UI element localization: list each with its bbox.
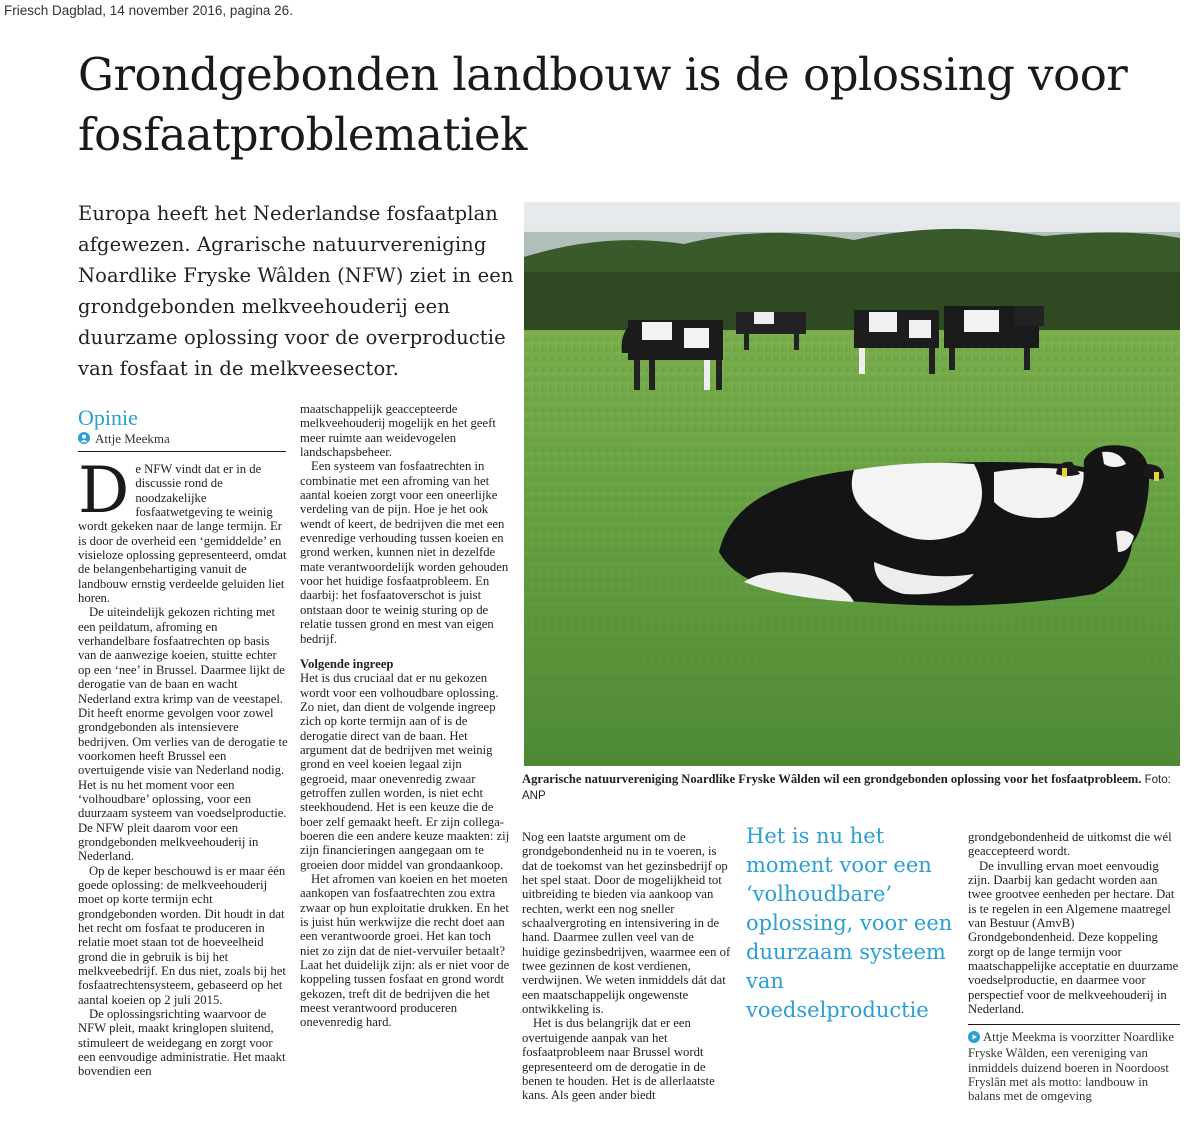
play-icon [968, 1031, 980, 1046]
caption-credit: Foto: ANP [522, 774, 1171, 802]
body-paragraph: maatschappelijk geaccepteerde melkveehouderij mogelijk en het geeft meer ruimte aan weidevogelen landschapsbeheer. [300, 402, 496, 460]
body-paragraph: Nog een laatste argument om de grondgebondenheid nu in te voeren, is dat de toekomst van het gezinsbedrijf op het spel staat. Door de mogelijkheid tot uitbreiding te bieden via aankoop van rechten, werkt een nog sneller schaalvergroting en intensivering in de hand. Daarmee zullen veel van de huidige gezinsbedrijven, waarmee een of twee gezinnen de kost verdienen, verdwijnen. We weten inmiddels dát dat een maatschappelijk ongewenste ontwikkeling is. [522, 830, 731, 1017]
column-4 [968, 830, 1180, 1016]
author-name: Attje Meekma [95, 431, 170, 446]
subhead: Volgende ingreep [300, 656, 394, 671]
body-paragraph: grondgebondenheid de uitkomst die wél geaccepteerd wordt. [968, 830, 1172, 859]
caption-text: Agrarische natuurvereniging Noardlike Fryske Wâlden wil een grondgebonden oplossing voor het fosfaatprobleem. [522, 772, 1142, 786]
column-3 [522, 830, 732, 1103]
bio-rule [968, 1024, 1180, 1025]
body-paragraph: De invulling ervan moet eenvoudig zijn. Daarbij kan gedacht worden aan twee grootvee eenheden per hectare. Dat is te regelen in een Algemene maatregel van Bestuur (AmvB) Grondgebondenheid. Deze koppeling zorgt op de lange termijn voor maatschappelijke acceptatie en duurzame voedselproductie, en daarmee voor perspectief voor de melkveehouderij in Nederland. [968, 858, 1179, 1017]
section-label: Opinie [78, 405, 138, 430]
column-2 [300, 402, 510, 1030]
byline-rule [78, 451, 286, 452]
body-paragraph: Het is dus belangrijk dat er een overtuigende aanpak van het fosfaatprobleem naar Brussel wordt gepresenteerd om de derogatie in de benen te houden. Het is de allerlaatste kans. Als geen ander biedt [522, 1016, 715, 1103]
intro-lead: Europa heeft het Nederlandse fosfaatplan afgewezen. Agrarische natuurvereniging Noardlike Fryske Wâlden (NFW) ziet in een grondgebonden melkveehouderij een duurzame oplossing voor de overproductie van fosfaat in de melkveesector. [78, 202, 514, 380]
body-paragraph: Een systeem van fosfaatrechten in combinatie met een afroming van het aantal koeien zorgt voor een oneerlijke verdeling van de pijn. Hoe je het ook wendt of keert, de bedrijven die met een evenredige verhouding tussen koeien en grond werken, kunnen niet in dezelfde mate verantwoordelijk worden gehouden voor het huidige fosfaatprobleem. En daarbij: het fosfaatoverschot is juist ontstaan door te weinig sturing op de relatie tussen grond en mest van eigen bedrijf. [300, 459, 509, 646]
lead-paragraph [78, 454, 288, 606]
lead-text: e NFW vindt dat er in de discussie rond de noodzakelijke fosfaatwetgeving te weinig wordt gekeken naar de lange termijn. Er is door de overheid een ‘gemiddelde’ en visieloze oplossing gepresenteerd, omdat de belangenbehartiging vanuit de landbouw ernstig verdeelde geluiden liet horen. [78, 462, 287, 606]
dropcap: D [78, 454, 130, 528]
source-line: Friesch Dagblad, 14 november 2016, pagina 26. [4, 3, 293, 18]
author-byline [78, 431, 170, 448]
bio-text: Attje Meekma is voorzitter Noardlike Fryske Wâlden, een vereniging van inmiddels duizend boeren in Noordoost Fryslân met als motto: landbouw in balans met de omgeving [968, 1030, 1174, 1104]
body-paragraph: De uiteindelijk gekozen richting met een peildatum, afroming en verhandelbare fosfaatrechten op basis van de aanwezige koeien, stuitte echter op een ‘nee’ in Brussel. Daarmee lijkt de derogatie van de baan en wacht Nederland extra krimp van de veestapel. Dit heeft enorme gevolgen voor zowel grondgebonden als intensievere bedrijven. Om verlies van de derogatie te voorkomen heeft Brussel een overtuigende visie van Nederland nodig. Het is nu het moment voor een ‘volhoudbare’ oplossing, voor een duurzaam systeem van voedselproductie. De NFW pleit daarom voor een grondgebonden melkveehouderij in Nederland. [78, 605, 288, 864]
cow-photo [524, 202, 1180, 766]
photo-caption [522, 772, 1187, 804]
body-paragraph: De oplossingsrichting waarvoor de NFW pleit, maakt kringlopen sluitend, stimuleert de weidegang en zorgt voor een eenvoudige administratie. Het maakt bovendien een [78, 1007, 286, 1079]
pull-quote: Het is nu het moment voor een ‘volhoudbare’ oplossing, voor een duurzaam systeem van voedselproductie [746, 824, 953, 1022]
body-paragraph: Het afromen van koeien en het moeten aankopen van fosfaatrechten zou extra zwaar op hun exploitatie drukken. En het is juist hún werkwijze die recht doet aan een verantwoorde groei. Het kan toch niet zo zijn dat de niet-vervuiler betaalt? Laat het duidelijk zijn: als er niet voor de koppeling tussen fosfaat en grond wordt gekozen, treft dit de bedrijven die het meest verantwoord produceren onevenredig hard. [300, 872, 510, 1030]
body-paragraph: Het is dus cruciaal dat er nu gekozen wordt voor een volhoudbare oplossing. Zo niet, dan dient de volgende ingreep zich op korte termijn aan of is de derogatie direct van de baan. Het argument dat de bedrijven met weinig grond en veel koeien legaal zijn gegroeid, maar onevenredig zwaar getroffen zullen worden, is niet echt steekhoudend. Het is een keuze die de boer zelf gemaakt heeft. Er zijn collega-boeren die een andere keuze maakten: zij zijn financieringen aangegaan om te groeien door middel van grondaankoop. [300, 671, 510, 872]
author-bio [968, 1030, 1180, 1103]
headline: Grondgebonden landbouw is de oplossing voor fosfaatproblematiek [78, 48, 1128, 161]
body-paragraph: Op de keper beschouwd is er maar één goede oplossing: de melkveehouderij moet op korte termijn echt grondgebonden worden. Dit houdt in dat het recht om fosfaat te produceren in relatie moet staan tot de hoeveelheid grond die in gebruik is bij het melkveebedrijf. En dus niet, zoals bij het fosfaatrechtensysteem, gebaseerd op het aantal koeien op 2 juli 2015. [78, 863, 286, 1007]
person-icon [78, 432, 90, 448]
column-1 [78, 454, 288, 1079]
